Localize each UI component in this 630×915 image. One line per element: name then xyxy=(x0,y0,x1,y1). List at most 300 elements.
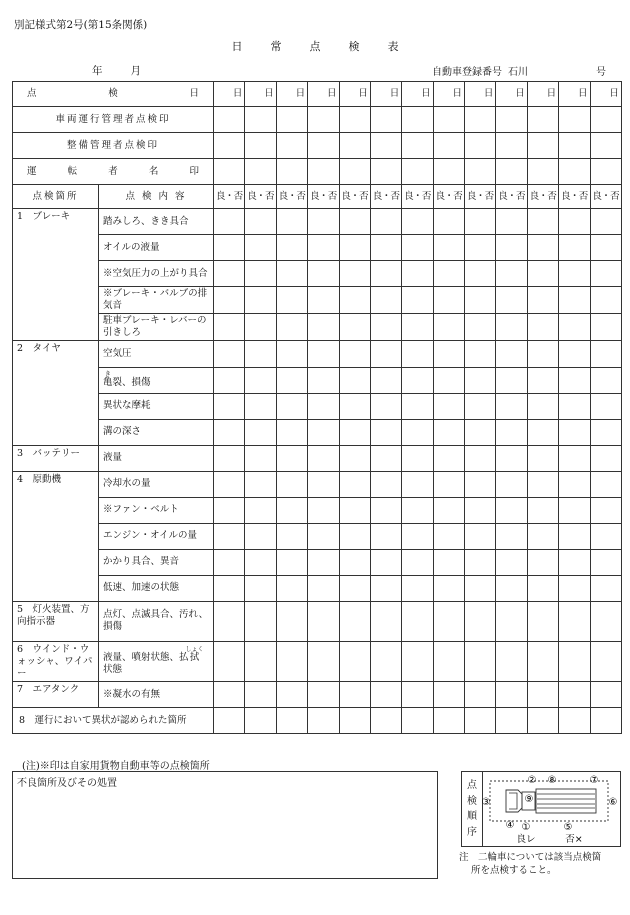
check-cell[interactable] xyxy=(214,340,245,367)
check-cell[interactable] xyxy=(276,445,307,471)
check-cell[interactable] xyxy=(527,497,558,523)
check-cell[interactable] xyxy=(433,497,464,523)
check-cell[interactable] xyxy=(245,641,276,682)
check-cell[interactable] xyxy=(527,641,558,682)
check-cell[interactable] xyxy=(245,393,276,419)
check-cell[interactable] xyxy=(496,393,527,419)
check-cell[interactable] xyxy=(465,575,496,601)
check-cell[interactable] xyxy=(276,497,307,523)
check-cell[interactable] xyxy=(339,313,370,340)
check-cell[interactable] xyxy=(308,682,339,708)
ok-ng-cell[interactable]: 良・否 xyxy=(276,185,307,209)
check-cell[interactable] xyxy=(308,235,339,261)
check-cell[interactable] xyxy=(402,287,433,314)
check-cell[interactable] xyxy=(559,445,590,471)
check-cell[interactable] xyxy=(433,445,464,471)
check-cell[interactable] xyxy=(339,287,370,314)
check-cell[interactable] xyxy=(527,393,558,419)
check-cell[interactable] xyxy=(559,209,590,235)
check-cell[interactable] xyxy=(496,601,527,641)
check-cell[interactable] xyxy=(465,708,496,734)
check-cell[interactable] xyxy=(402,313,433,340)
check-cell[interactable] xyxy=(559,107,590,133)
check-cell[interactable] xyxy=(308,209,339,235)
check-cell[interactable] xyxy=(527,235,558,261)
check-cell[interactable] xyxy=(276,419,307,445)
check-cell[interactable] xyxy=(276,235,307,261)
check-cell[interactable] xyxy=(496,682,527,708)
check-cell[interactable] xyxy=(339,133,370,159)
defect-box[interactable] xyxy=(12,771,438,879)
check-cell[interactable] xyxy=(308,133,339,159)
check-cell[interactable] xyxy=(496,340,527,367)
check-cell[interactable] xyxy=(559,682,590,708)
check-cell[interactable] xyxy=(496,445,527,471)
check-cell[interactable] xyxy=(590,445,621,471)
check-cell[interactable] xyxy=(496,471,527,497)
check-cell[interactable] xyxy=(527,367,558,393)
check-cell[interactable] xyxy=(590,287,621,314)
check-cell[interactable] xyxy=(214,497,245,523)
check-cell[interactable] xyxy=(590,575,621,601)
check-cell[interactable] xyxy=(433,367,464,393)
ok-ng-cell[interactable]: 良・否 xyxy=(465,185,496,209)
check-cell[interactable] xyxy=(590,419,621,445)
check-cell[interactable] xyxy=(308,601,339,641)
check-cell[interactable] xyxy=(245,159,276,185)
check-cell[interactable] xyxy=(276,708,307,734)
check-cell[interactable] xyxy=(276,601,307,641)
check-cell[interactable] xyxy=(465,497,496,523)
check-cell[interactable] xyxy=(402,641,433,682)
check-cell[interactable] xyxy=(527,601,558,641)
check-cell[interactable] xyxy=(370,641,401,682)
day-cell[interactable]: 日 xyxy=(590,82,621,107)
check-cell[interactable] xyxy=(559,393,590,419)
check-cell[interactable] xyxy=(590,107,621,133)
check-cell[interactable] xyxy=(370,575,401,601)
check-cell[interactable] xyxy=(308,419,339,445)
check-cell[interactable] xyxy=(559,549,590,575)
day-cell[interactable]: 日 xyxy=(496,82,527,107)
check-cell[interactable] xyxy=(559,523,590,549)
check-cell[interactable] xyxy=(339,261,370,287)
check-cell[interactable] xyxy=(245,107,276,133)
check-cell[interactable] xyxy=(370,340,401,367)
check-cell[interactable] xyxy=(245,523,276,549)
check-cell[interactable] xyxy=(465,682,496,708)
check-cell[interactable] xyxy=(590,133,621,159)
day-cell[interactable]: 日 xyxy=(214,82,245,107)
check-cell[interactable] xyxy=(245,575,276,601)
check-cell[interactable] xyxy=(496,133,527,159)
check-cell[interactable] xyxy=(496,708,527,734)
check-cell[interactable] xyxy=(433,209,464,235)
check-cell[interactable] xyxy=(245,419,276,445)
check-cell[interactable] xyxy=(559,601,590,641)
check-cell[interactable] xyxy=(276,313,307,340)
check-cell[interactable] xyxy=(308,445,339,471)
check-cell[interactable] xyxy=(214,708,245,734)
check-cell[interactable] xyxy=(590,235,621,261)
check-cell[interactable] xyxy=(590,601,621,641)
check-cell[interactable] xyxy=(245,133,276,159)
check-cell[interactable] xyxy=(276,641,307,682)
check-cell[interactable] xyxy=(308,549,339,575)
day-cell[interactable]: 日 xyxy=(245,82,276,107)
check-cell[interactable] xyxy=(527,419,558,445)
check-cell[interactable] xyxy=(465,549,496,575)
check-cell[interactable] xyxy=(214,682,245,708)
check-cell[interactable] xyxy=(559,313,590,340)
check-cell[interactable] xyxy=(214,287,245,314)
check-cell[interactable] xyxy=(370,367,401,393)
check-cell[interactable] xyxy=(465,313,496,340)
check-cell[interactable] xyxy=(465,261,496,287)
check-cell[interactable] xyxy=(214,209,245,235)
check-cell[interactable] xyxy=(496,107,527,133)
day-cell[interactable]: 日 xyxy=(465,82,496,107)
check-cell[interactable] xyxy=(402,471,433,497)
day-cell[interactable]: 日 xyxy=(276,82,307,107)
check-cell[interactable] xyxy=(465,445,496,471)
check-cell[interactable] xyxy=(433,287,464,314)
check-cell[interactable] xyxy=(527,523,558,549)
ok-ng-cell[interactable]: 良・否 xyxy=(559,185,590,209)
check-cell[interactable] xyxy=(276,682,307,708)
check-cell[interactable] xyxy=(559,419,590,445)
check-cell[interactable] xyxy=(214,107,245,133)
check-cell[interactable] xyxy=(370,235,401,261)
check-cell[interactable] xyxy=(465,133,496,159)
check-cell[interactable] xyxy=(308,575,339,601)
check-cell[interactable] xyxy=(276,471,307,497)
check-cell[interactable] xyxy=(559,159,590,185)
check-cell[interactable] xyxy=(465,340,496,367)
ok-ng-cell[interactable]: 良・否 xyxy=(245,185,276,209)
check-cell[interactable] xyxy=(214,133,245,159)
check-cell[interactable] xyxy=(370,471,401,497)
check-cell[interactable] xyxy=(370,209,401,235)
check-cell[interactable] xyxy=(402,340,433,367)
check-cell[interactable] xyxy=(559,471,590,497)
check-cell[interactable] xyxy=(590,209,621,235)
day-cell[interactable]: 日 xyxy=(370,82,401,107)
check-cell[interactable] xyxy=(559,708,590,734)
ok-ng-cell[interactable]: 良・否 xyxy=(496,185,527,209)
check-cell[interactable] xyxy=(433,133,464,159)
check-cell[interactable] xyxy=(496,209,527,235)
check-cell[interactable] xyxy=(402,445,433,471)
check-cell[interactable] xyxy=(370,133,401,159)
check-cell[interactable] xyxy=(496,523,527,549)
check-cell[interactable] xyxy=(370,549,401,575)
check-cell[interactable] xyxy=(590,471,621,497)
check-cell[interactable] xyxy=(496,419,527,445)
check-cell[interactable] xyxy=(527,159,558,185)
check-cell[interactable] xyxy=(527,107,558,133)
check-cell[interactable] xyxy=(370,159,401,185)
check-cell[interactable] xyxy=(402,549,433,575)
check-cell[interactable] xyxy=(465,641,496,682)
check-cell[interactable] xyxy=(559,235,590,261)
check-cell[interactable] xyxy=(465,107,496,133)
check-cell[interactable] xyxy=(527,261,558,287)
check-cell[interactable] xyxy=(590,497,621,523)
check-cell[interactable] xyxy=(370,523,401,549)
check-cell[interactable] xyxy=(276,133,307,159)
check-cell[interactable] xyxy=(465,523,496,549)
check-cell[interactable] xyxy=(339,523,370,549)
check-cell[interactable] xyxy=(465,601,496,641)
check-cell[interactable] xyxy=(402,367,433,393)
day-cell[interactable]: 日 xyxy=(339,82,370,107)
check-cell[interactable] xyxy=(339,471,370,497)
check-cell[interactable] xyxy=(559,287,590,314)
check-cell[interactable] xyxy=(527,708,558,734)
check-cell[interactable] xyxy=(339,497,370,523)
check-cell[interactable] xyxy=(245,313,276,340)
ok-ng-cell[interactable]: 良・否 xyxy=(370,185,401,209)
check-cell[interactable] xyxy=(465,159,496,185)
check-cell[interactable] xyxy=(214,235,245,261)
check-cell[interactable] xyxy=(370,107,401,133)
check-cell[interactable] xyxy=(214,367,245,393)
check-cell[interactable] xyxy=(245,471,276,497)
check-cell[interactable] xyxy=(496,497,527,523)
check-cell[interactable] xyxy=(496,235,527,261)
check-cell[interactable] xyxy=(433,393,464,419)
check-cell[interactable] xyxy=(308,287,339,314)
ok-ng-cell[interactable]: 良・否 xyxy=(527,185,558,209)
check-cell[interactable] xyxy=(245,261,276,287)
check-cell[interactable] xyxy=(590,708,621,734)
check-cell[interactable] xyxy=(527,549,558,575)
check-cell[interactable] xyxy=(590,641,621,682)
check-cell[interactable] xyxy=(590,159,621,185)
check-cell[interactable] xyxy=(433,575,464,601)
check-cell[interactable] xyxy=(245,340,276,367)
check-cell[interactable] xyxy=(590,549,621,575)
check-cell[interactable] xyxy=(370,497,401,523)
check-cell[interactable] xyxy=(245,209,276,235)
check-cell[interactable] xyxy=(308,313,339,340)
check-cell[interactable] xyxy=(308,497,339,523)
check-cell[interactable] xyxy=(214,445,245,471)
check-cell[interactable] xyxy=(496,261,527,287)
check-cell[interactable] xyxy=(308,393,339,419)
check-cell[interactable] xyxy=(339,209,370,235)
check-cell[interactable] xyxy=(276,549,307,575)
ok-ng-cell[interactable]: 良・否 xyxy=(214,185,245,209)
check-cell[interactable] xyxy=(308,367,339,393)
check-cell[interactable] xyxy=(339,575,370,601)
check-cell[interactable] xyxy=(590,367,621,393)
ok-ng-cell[interactable]: 良・否 xyxy=(433,185,464,209)
check-cell[interactable] xyxy=(496,287,527,314)
check-cell[interactable] xyxy=(465,419,496,445)
check-cell[interactable] xyxy=(276,209,307,235)
check-cell[interactable] xyxy=(370,313,401,340)
check-cell[interactable] xyxy=(339,393,370,419)
check-cell[interactable] xyxy=(402,419,433,445)
check-cell[interactable] xyxy=(339,159,370,185)
check-cell[interactable] xyxy=(433,159,464,185)
check-cell[interactable] xyxy=(214,523,245,549)
check-cell[interactable] xyxy=(214,549,245,575)
check-cell[interactable] xyxy=(465,393,496,419)
check-cell[interactable] xyxy=(339,367,370,393)
check-cell[interactable] xyxy=(465,287,496,314)
check-cell[interactable] xyxy=(339,682,370,708)
check-cell[interactable] xyxy=(370,393,401,419)
check-cell[interactable] xyxy=(433,313,464,340)
check-cell[interactable] xyxy=(402,523,433,549)
check-cell[interactable] xyxy=(245,367,276,393)
check-cell[interactable] xyxy=(402,107,433,133)
check-cell[interactable] xyxy=(339,340,370,367)
check-cell[interactable] xyxy=(308,340,339,367)
check-cell[interactable] xyxy=(276,523,307,549)
check-cell[interactable] xyxy=(214,393,245,419)
check-cell[interactable] xyxy=(214,419,245,445)
check-cell[interactable] xyxy=(433,523,464,549)
check-cell[interactable] xyxy=(339,235,370,261)
check-cell[interactable] xyxy=(276,159,307,185)
check-cell[interactable] xyxy=(245,445,276,471)
check-cell[interactable] xyxy=(527,313,558,340)
check-cell[interactable] xyxy=(214,575,245,601)
check-cell[interactable] xyxy=(339,419,370,445)
check-cell[interactable] xyxy=(339,549,370,575)
check-cell[interactable] xyxy=(308,261,339,287)
check-cell[interactable] xyxy=(559,575,590,601)
check-cell[interactable] xyxy=(339,708,370,734)
check-cell[interactable] xyxy=(245,235,276,261)
check-cell[interactable] xyxy=(370,682,401,708)
check-cell[interactable] xyxy=(402,682,433,708)
check-cell[interactable] xyxy=(214,313,245,340)
check-cell[interactable] xyxy=(370,261,401,287)
check-cell[interactable] xyxy=(559,261,590,287)
check-cell[interactable] xyxy=(496,313,527,340)
check-cell[interactable] xyxy=(276,261,307,287)
check-cell[interactable] xyxy=(214,159,245,185)
check-cell[interactable] xyxy=(433,471,464,497)
check-cell[interactable] xyxy=(465,367,496,393)
check-cell[interactable] xyxy=(527,133,558,159)
check-cell[interactable] xyxy=(527,209,558,235)
check-cell[interactable] xyxy=(308,641,339,682)
check-cell[interactable] xyxy=(559,367,590,393)
check-cell[interactable] xyxy=(496,367,527,393)
check-cell[interactable] xyxy=(276,340,307,367)
check-cell[interactable] xyxy=(214,601,245,641)
check-cell[interactable] xyxy=(402,497,433,523)
check-cell[interactable] xyxy=(559,340,590,367)
check-cell[interactable] xyxy=(496,575,527,601)
check-cell[interactable] xyxy=(308,159,339,185)
check-cell[interactable] xyxy=(370,601,401,641)
check-cell[interactable] xyxy=(433,340,464,367)
ok-ng-cell[interactable]: 良・否 xyxy=(339,185,370,209)
ok-ng-cell[interactable]: 良・否 xyxy=(590,185,621,209)
check-cell[interactable] xyxy=(276,287,307,314)
check-cell[interactable] xyxy=(402,261,433,287)
check-cell[interactable] xyxy=(433,107,464,133)
check-cell[interactable] xyxy=(496,159,527,185)
check-cell[interactable] xyxy=(245,601,276,641)
check-cell[interactable] xyxy=(276,393,307,419)
check-cell[interactable] xyxy=(276,107,307,133)
check-cell[interactable] xyxy=(433,419,464,445)
check-cell[interactable] xyxy=(433,682,464,708)
ok-ng-cell[interactable]: 良・否 xyxy=(308,185,339,209)
check-cell[interactable] xyxy=(527,445,558,471)
check-cell[interactable] xyxy=(276,367,307,393)
check-cell[interactable] xyxy=(402,601,433,641)
check-cell[interactable] xyxy=(559,641,590,682)
check-cell[interactable] xyxy=(527,682,558,708)
check-cell[interactable] xyxy=(245,549,276,575)
check-cell[interactable] xyxy=(245,708,276,734)
check-cell[interactable] xyxy=(402,575,433,601)
check-cell[interactable] xyxy=(339,107,370,133)
check-cell[interactable] xyxy=(590,393,621,419)
check-cell[interactable] xyxy=(590,313,621,340)
check-cell[interactable] xyxy=(590,682,621,708)
check-cell[interactable] xyxy=(496,549,527,575)
check-cell[interactable] xyxy=(465,235,496,261)
check-cell[interactable] xyxy=(496,641,527,682)
check-cell[interactable] xyxy=(245,497,276,523)
check-cell[interactable] xyxy=(214,471,245,497)
day-cell[interactable]: 日 xyxy=(527,82,558,107)
day-cell[interactable]: 日 xyxy=(308,82,339,107)
check-cell[interactable] xyxy=(527,575,558,601)
check-cell[interactable] xyxy=(590,523,621,549)
check-cell[interactable] xyxy=(402,235,433,261)
check-cell[interactable] xyxy=(590,261,621,287)
check-cell[interactable] xyxy=(402,708,433,734)
check-cell[interactable] xyxy=(370,287,401,314)
check-cell[interactable] xyxy=(433,261,464,287)
check-cell[interactable] xyxy=(245,682,276,708)
check-cell[interactable] xyxy=(214,641,245,682)
check-cell[interactable] xyxy=(308,471,339,497)
check-cell[interactable] xyxy=(527,340,558,367)
check-cell[interactable] xyxy=(590,340,621,367)
day-cell[interactable]: 日 xyxy=(559,82,590,107)
check-cell[interactable] xyxy=(370,708,401,734)
check-cell[interactable] xyxy=(308,107,339,133)
check-cell[interactable] xyxy=(433,549,464,575)
check-cell[interactable] xyxy=(433,235,464,261)
check-cell[interactable] xyxy=(527,287,558,314)
check-cell[interactable] xyxy=(433,641,464,682)
check-cell[interactable] xyxy=(402,209,433,235)
check-cell[interactable] xyxy=(276,575,307,601)
check-cell[interactable] xyxy=(214,261,245,287)
check-cell[interactable] xyxy=(559,133,590,159)
check-cell[interactable] xyxy=(370,419,401,445)
check-cell[interactable] xyxy=(339,601,370,641)
check-cell[interactable] xyxy=(402,159,433,185)
day-cell[interactable]: 日 xyxy=(402,82,433,107)
check-cell[interactable] xyxy=(433,708,464,734)
check-cell[interactable] xyxy=(339,641,370,682)
check-cell[interactable] xyxy=(308,523,339,549)
